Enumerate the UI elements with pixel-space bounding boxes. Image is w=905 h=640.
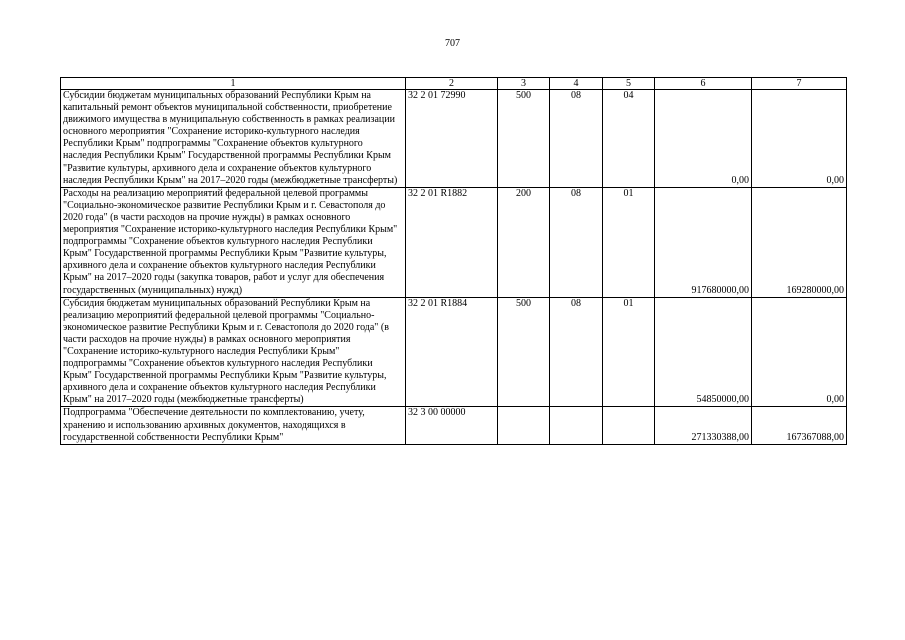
row-amount-col6: 0,00 <box>655 90 752 188</box>
row-code: 32 2 01 72990 <box>406 90 498 188</box>
column-header-3: 3 <box>498 78 550 90</box>
row-amount-col7: 169280000,00 <box>752 187 847 297</box>
column-header-6: 6 <box>655 78 752 90</box>
row-col3: 500 <box>498 90 550 188</box>
column-number-header-row <box>61 78 847 90</box>
row-col5: 04 <box>603 90 655 188</box>
row-col3 <box>498 407 550 444</box>
row-description: Субсидия бюджетам муниципальных образований Республики Крым на реализацию мероприятий федеральной целевой программы "Социально-экономическое развитие Республики Крым и г. Севастополя до 2020 года" (в части расходов на прочие нужды) в рамках основного мероприятия "Сохранение историко-культурного наследия Республики Крым" подпрограммы "Сохранение объектов культурного наследия Республики Крым" Государственной программы Республики Крым "Развитие культуры, архивного дела и сохранение объектов культурного наследия Республики Крым" на 2017–2020 годы (межбюджетные трансферты) <box>61 297 406 407</box>
page-number: 707 <box>445 38 460 49</box>
row-amount-col6: 917680000,00 <box>655 187 752 297</box>
row-code: 32 2 01 R1884 <box>406 297 498 407</box>
table-row <box>61 297 847 407</box>
column-header-4: 4 <box>550 78 603 90</box>
row-amount-col6: 271330388,00 <box>655 407 752 444</box>
row-col3: 200 <box>498 187 550 297</box>
row-code: 32 3 00 00000 <box>406 407 498 444</box>
row-col4: 08 <box>550 90 603 188</box>
row-col3: 500 <box>498 297 550 407</box>
row-col4 <box>550 407 603 444</box>
row-col5: 01 <box>603 297 655 407</box>
row-amount-col7: 167367088,00 <box>752 407 847 444</box>
column-header-5: 5 <box>603 78 655 90</box>
row-col4: 08 <box>550 297 603 407</box>
row-amount-col7: 0,00 <box>752 297 847 407</box>
row-amount-col7: 0,00 <box>752 90 847 188</box>
table-row <box>61 407 847 444</box>
column-header-2: 2 <box>406 78 498 90</box>
row-col4: 08 <box>550 187 603 297</box>
row-description: Подпрограмма "Обеспечение деятельности по комплектованию, учету, хранению и использованию архивных документов, находящихся в государственной собственности Республики Крым" <box>61 407 406 444</box>
row-col5 <box>603 407 655 444</box>
row-code: 32 2 01 R1882 <box>406 187 498 297</box>
row-amount-col6: 54850000,00 <box>655 297 752 407</box>
row-description: Расходы на реализацию мероприятий федеральной целевой программы "Социально-экономическое развитие Республики Крым и г. Севастополя до 2020 года" (в части расходов на прочие нужды) в рамках основного мероприятия "Сохранение историко-культурного наследия Республики Крым" подпрограммы "Сохранение объектов культурного наследия Республики Крым" Государственной программы Республики Крым "Развитие культуры, архивного дела и сохранение объектов культурного наследия Республики Крым" на 2017–2020 годы (закупка товаров, работ и услуг для обеспечения государственных (муниципальных) нужд) <box>61 187 406 297</box>
row-col5: 01 <box>603 187 655 297</box>
budget-table <box>60 77 847 445</box>
table-row <box>61 90 847 188</box>
table-row <box>61 187 847 297</box>
row-description: Субсидии бюджетам муниципальных образований Республики Крым на капитальный ремонт объектов муниципальной собственности, приобретение движимого имущества в муниципальную собственность в рамках реализации основного мероприятия "Сохранение историко-культурного наследия Республики Крым" подпрограммы "Сохранение объектов культурного наследия Республики Крым" Государственной программы Республики Крым "Развитие культуры, архивного дела и сохранение объектов культурного наследия Республики Крым" на 2017–2020 годы (межбюджетные трансферты) <box>61 90 406 188</box>
column-header-1: 1 <box>61 78 406 90</box>
column-header-7: 7 <box>752 78 847 90</box>
